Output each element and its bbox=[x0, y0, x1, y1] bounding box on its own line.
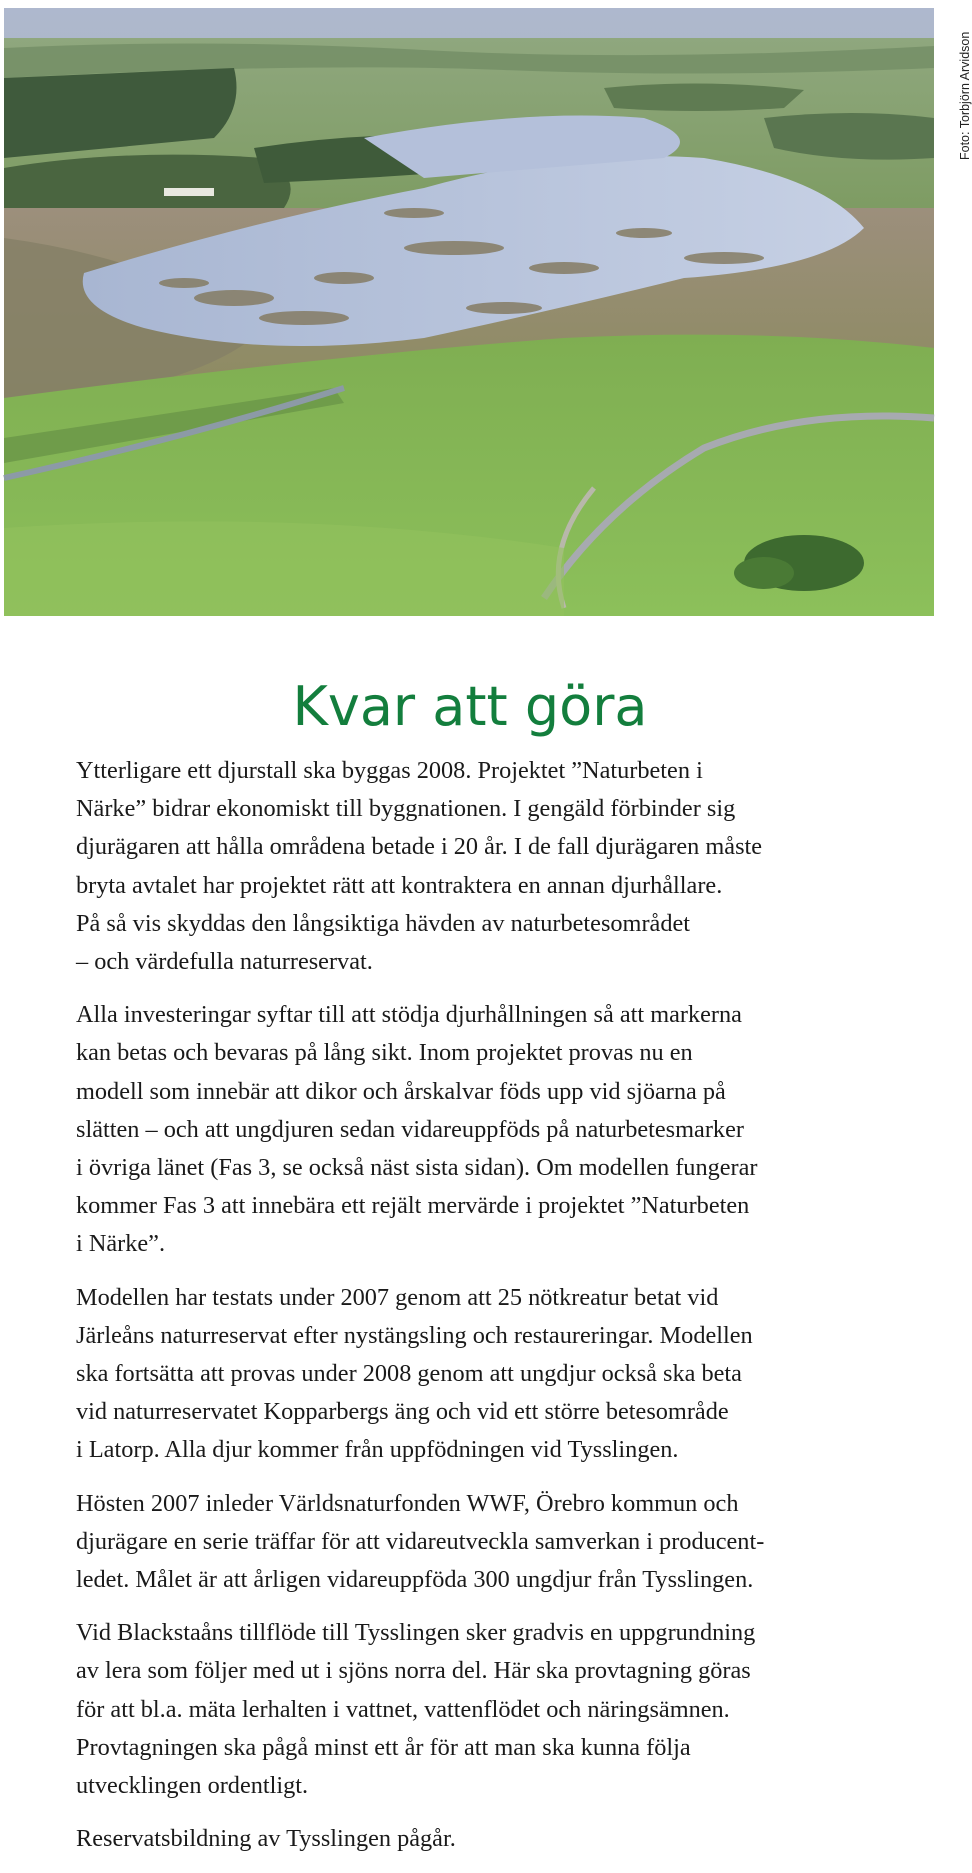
paragraph-line: i Latorp. Alla djur kommer från uppfödningen vid Tysslingen. bbox=[76, 1436, 679, 1464]
paragraph-line: för att bl.a. mäta lerhalten i vattnet, vattenflödet och näringsämnen. bbox=[76, 1695, 730, 1723]
paragraph-line: kan betas och bevaras på lång sikt. Inom projektet provas nu en bbox=[76, 1039, 693, 1067]
paragraph-line: Reservatsbildning av Tysslingen pågår. bbox=[76, 1825, 456, 1853]
paragraph-line: Hösten 2007 inleder Världsnaturfonden WWF, Örebro kommun och bbox=[76, 1489, 739, 1517]
aerial-wetland-photo bbox=[4, 8, 934, 616]
paragraph-line: i övriga länet (Fas 3, se också näst sista sidan). Om modellen fungerar bbox=[76, 1154, 758, 1182]
paragraph-line: Provtagningen ska pågå minst ett år för att man ska kunna följa bbox=[76, 1733, 691, 1761]
photo-credit bbox=[940, 8, 972, 168]
paragraph-line: Järleåns naturreservat efter nystängsling och restaureringar. Modellen bbox=[76, 1321, 753, 1349]
paragraph-line: Ytterligare ett djurstall ska byggas 2008. Projektet ”Naturbeten i bbox=[76, 757, 703, 784]
paragraph-line: i Närke”. bbox=[76, 1230, 166, 1258]
paragraph-line: ledet. Målet är att årligen vidareuppföda 300 ungdjur från Tysslingen. bbox=[76, 1566, 754, 1594]
paragraph-line: bryta avtalet har projektet rätt att kontraktera en annan djurhållare. bbox=[76, 871, 723, 899]
paragraph-6 bbox=[76, 1820, 876, 1858]
paragraph-line: På så vis skyddas den långsiktiga hävden av naturbetesområdet bbox=[76, 909, 691, 937]
photo-credit-text: Foto: Torbjörn Arvidson bbox=[958, 31, 972, 160]
paragraph-line: – och värdefulla naturreservat. bbox=[76, 948, 373, 976]
paragraph-line: modell som innebär att dikor och årskalvar föds upp vid sjöarna på bbox=[76, 1077, 726, 1105]
paragraph-line: ska fortsätta att provas under 2008 genom att ungdjur också ska beta bbox=[76, 1360, 742, 1388]
paragraph-1 bbox=[76, 752, 876, 981]
paragraph-line: Alla investeringar syftar till att stödja djurhållningen så att markerna bbox=[76, 1001, 742, 1029]
paragraph-line: djurägaren att hålla områdena betade i 20 år. I de fall djurägaren måste bbox=[76, 833, 763, 861]
paragraph-2 bbox=[76, 996, 876, 1263]
page-title: Kvar att göra bbox=[292, 675, 648, 738]
paragraph-line: Vid Blackstaåns tillflöde till Tysslingen sker gradvis en uppgrundning bbox=[76, 1619, 756, 1647]
paragraph-line: av lera som följer med ut i sjöns norra del. Här ska provtagning göras bbox=[76, 1657, 751, 1685]
article-body bbox=[76, 752, 876, 1873]
paragraph-4 bbox=[76, 1485, 876, 1600]
paragraph-line: slätten – och att ungdjuren sedan vidareuppföds på naturbetesmarker bbox=[76, 1115, 744, 1143]
paragraph-5 bbox=[76, 1614, 876, 1805]
paragraph-line: vid naturreservatet Kopparbergs äng och vid ett större betesområde bbox=[76, 1398, 729, 1426]
paragraph-line: Närke” bidrar ekonomiskt till byggnationen. I gengäld förbinder sig bbox=[76, 795, 736, 823]
paragraph-line: kommer Fas 3 att innebära ett rejält mervärde i projektet ”Naturbeten bbox=[76, 1192, 750, 1220]
paragraph-line: utvecklingen ordentligt. bbox=[76, 1772, 309, 1800]
paragraph-3 bbox=[76, 1279, 876, 1470]
paragraph-line: Modellen har testats under 2007 genom att 25 nötkreatur betat vid bbox=[76, 1283, 719, 1311]
paragraph-line: djurägare en serie träffar för att vidareutveckla samverkan i producent- bbox=[76, 1527, 765, 1555]
